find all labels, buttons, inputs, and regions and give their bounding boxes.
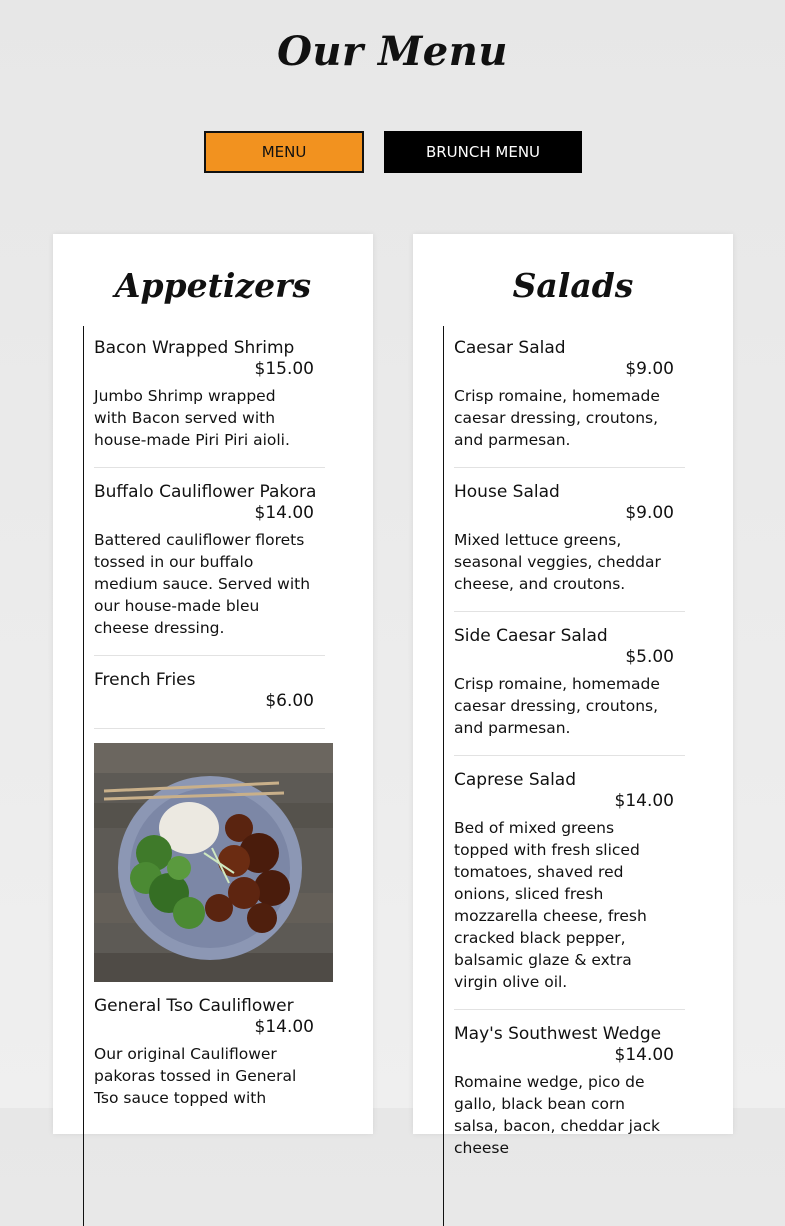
item-description: Battered cauliflower florets tossed in our buffalo medium sauce. Served with our house-made bleu cheese dressing. bbox=[94, 531, 311, 637]
menu-item bbox=[94, 996, 325, 1125]
item-price: $14.00 bbox=[614, 791, 674, 811]
item-name: House Salad bbox=[454, 482, 560, 502]
item-description: Our original Cauliflower pakoras tossed in General Tso sauce topped with bbox=[94, 1045, 297, 1107]
item-description: Crisp romaine, homemade caesar dressing, croutons, and parmesan. bbox=[454, 387, 660, 449]
item-price: $9.00 bbox=[625, 503, 674, 523]
menu-item bbox=[454, 770, 685, 1010]
item-price: $14.00 bbox=[254, 1017, 314, 1037]
salads-list bbox=[443, 326, 695, 1226]
tab-menu[interactable]: MENU bbox=[204, 131, 364, 173]
item-name: Caprese Salad bbox=[454, 770, 577, 790]
item-price: $9.00 bbox=[625, 359, 674, 379]
menu-item bbox=[454, 482, 685, 612]
item-price: $5.00 bbox=[625, 647, 674, 667]
item-price: $14.00 bbox=[254, 503, 314, 523]
item-description: Mixed lettuce greens, seasonal veggies, cheddar cheese, and croutons. bbox=[454, 531, 661, 593]
page-title: Our Menu bbox=[277, 28, 508, 75]
menu-item bbox=[454, 338, 685, 468]
item-name: Caesar Salad bbox=[454, 338, 566, 358]
food-photo-icon bbox=[94, 743, 333, 982]
item-description: Jumbo Shrimp wrapped with Bacon served with house-made Piri Piri aioli. bbox=[94, 387, 290, 449]
menu-item bbox=[94, 338, 325, 468]
item-name: Buffalo Cauliflower Pakora bbox=[94, 482, 317, 502]
appetizers-heading: Appetizers bbox=[114, 266, 312, 305]
menu-item bbox=[454, 626, 685, 756]
item-name: Side Caesar Salad bbox=[454, 626, 608, 646]
item-price: $14.00 bbox=[614, 1045, 674, 1065]
appetizers-card bbox=[53, 234, 373, 1134]
item-name: May's Southwest Wedge bbox=[454, 1024, 662, 1044]
item-name: Bacon Wrapped Shrimp bbox=[94, 338, 295, 358]
item-name: General Tso Cauliflower bbox=[94, 996, 294, 1016]
item-price: $6.00 bbox=[265, 691, 314, 711]
appetizers-list bbox=[83, 326, 335, 1226]
item-description: Bed of mixed greens topped with fresh sliced tomatoes, shaved red onions, sliced fresh mozzarella cheese, fresh cracked black pepper, balsamic glaze & extra virgin olive oil. bbox=[454, 819, 647, 991]
tab-brunch-menu[interactable]: BRUNCH MENU bbox=[384, 131, 582, 173]
menu-item bbox=[94, 482, 325, 656]
salads-card bbox=[413, 234, 733, 1157]
menu-item bbox=[94, 670, 325, 729]
item-name: French Fries bbox=[94, 670, 196, 690]
menu-item bbox=[454, 1024, 685, 1175]
item-description: Crisp romaine, homemade caesar dressing, croutons, and parmesan. bbox=[454, 675, 660, 737]
item-description: Romaine wedge, pico de gallo, black bean corn salsa, bacon, cheddar jack cheese bbox=[454, 1073, 660, 1157]
salads-heading: Salads bbox=[512, 266, 634, 305]
item-price: $15.00 bbox=[254, 359, 314, 379]
